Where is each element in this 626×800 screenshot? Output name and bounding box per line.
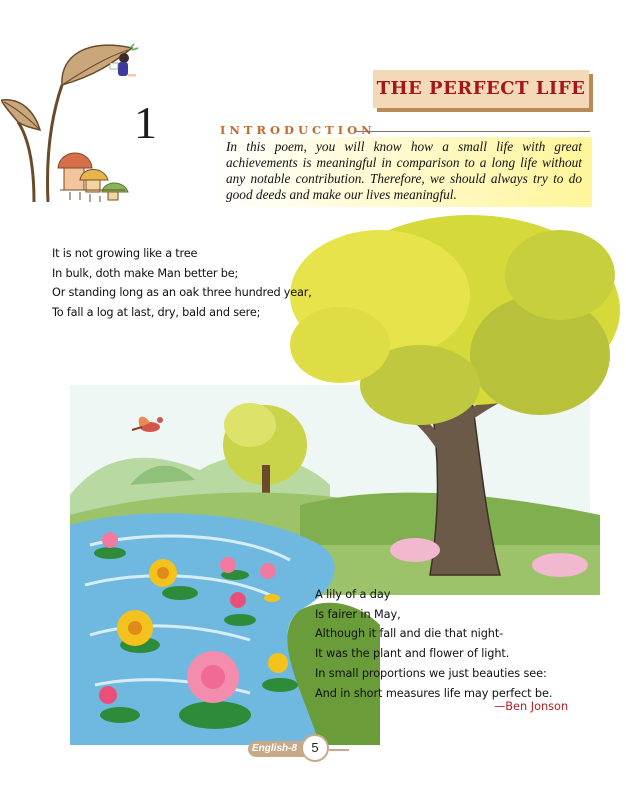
introduction-divider — [355, 131, 590, 132]
poem-line: It is not growing like a tree — [52, 247, 198, 260]
chapter-header-illustration — [0, 30, 140, 205]
poem-line: To fall a log at last, dry, bald and sere; — [52, 306, 261, 320]
poem-line: And in short measures life may perfect be. — [315, 686, 553, 700]
poem-stanza-1 — [52, 244, 312, 323]
poem-line: It was the plant and flower of light. — [315, 647, 510, 661]
page-number: 5 — [311, 740, 319, 755]
introduction-text: In this poem, you will know how a small life with great achievements is meaningful in comparison to a long life without any notable contribution. Therefore, we should always try to do good deeds and make our lives meaningful. — [226, 139, 582, 202]
chapter-number: 1 — [134, 97, 157, 148]
poem-author: —Ben Jonson — [494, 700, 569, 713]
introduction-heading: INTRODUCTION — [220, 123, 376, 137]
poem-line: In small proportions we just beauties see: — [315, 666, 547, 680]
poem-line: In bulk, doth make Man better be; — [52, 266, 239, 280]
footer-book-label: English-8 — [252, 743, 298, 754]
poem-line: Although it fall and die that night- — [315, 627, 504, 641]
poem-line: Or standing long as an oak three hundred year, — [52, 286, 312, 300]
footer-divider — [329, 749, 349, 751]
poem-line: Is fairer in May, — [315, 607, 401, 621]
poem-line: A lily of a day — [315, 588, 391, 601]
page-title: THE PERFECT LIFE — [376, 78, 586, 99]
mushroom-houses-icon — [58, 153, 128, 202]
poem-stanza-2 — [315, 585, 552, 703]
